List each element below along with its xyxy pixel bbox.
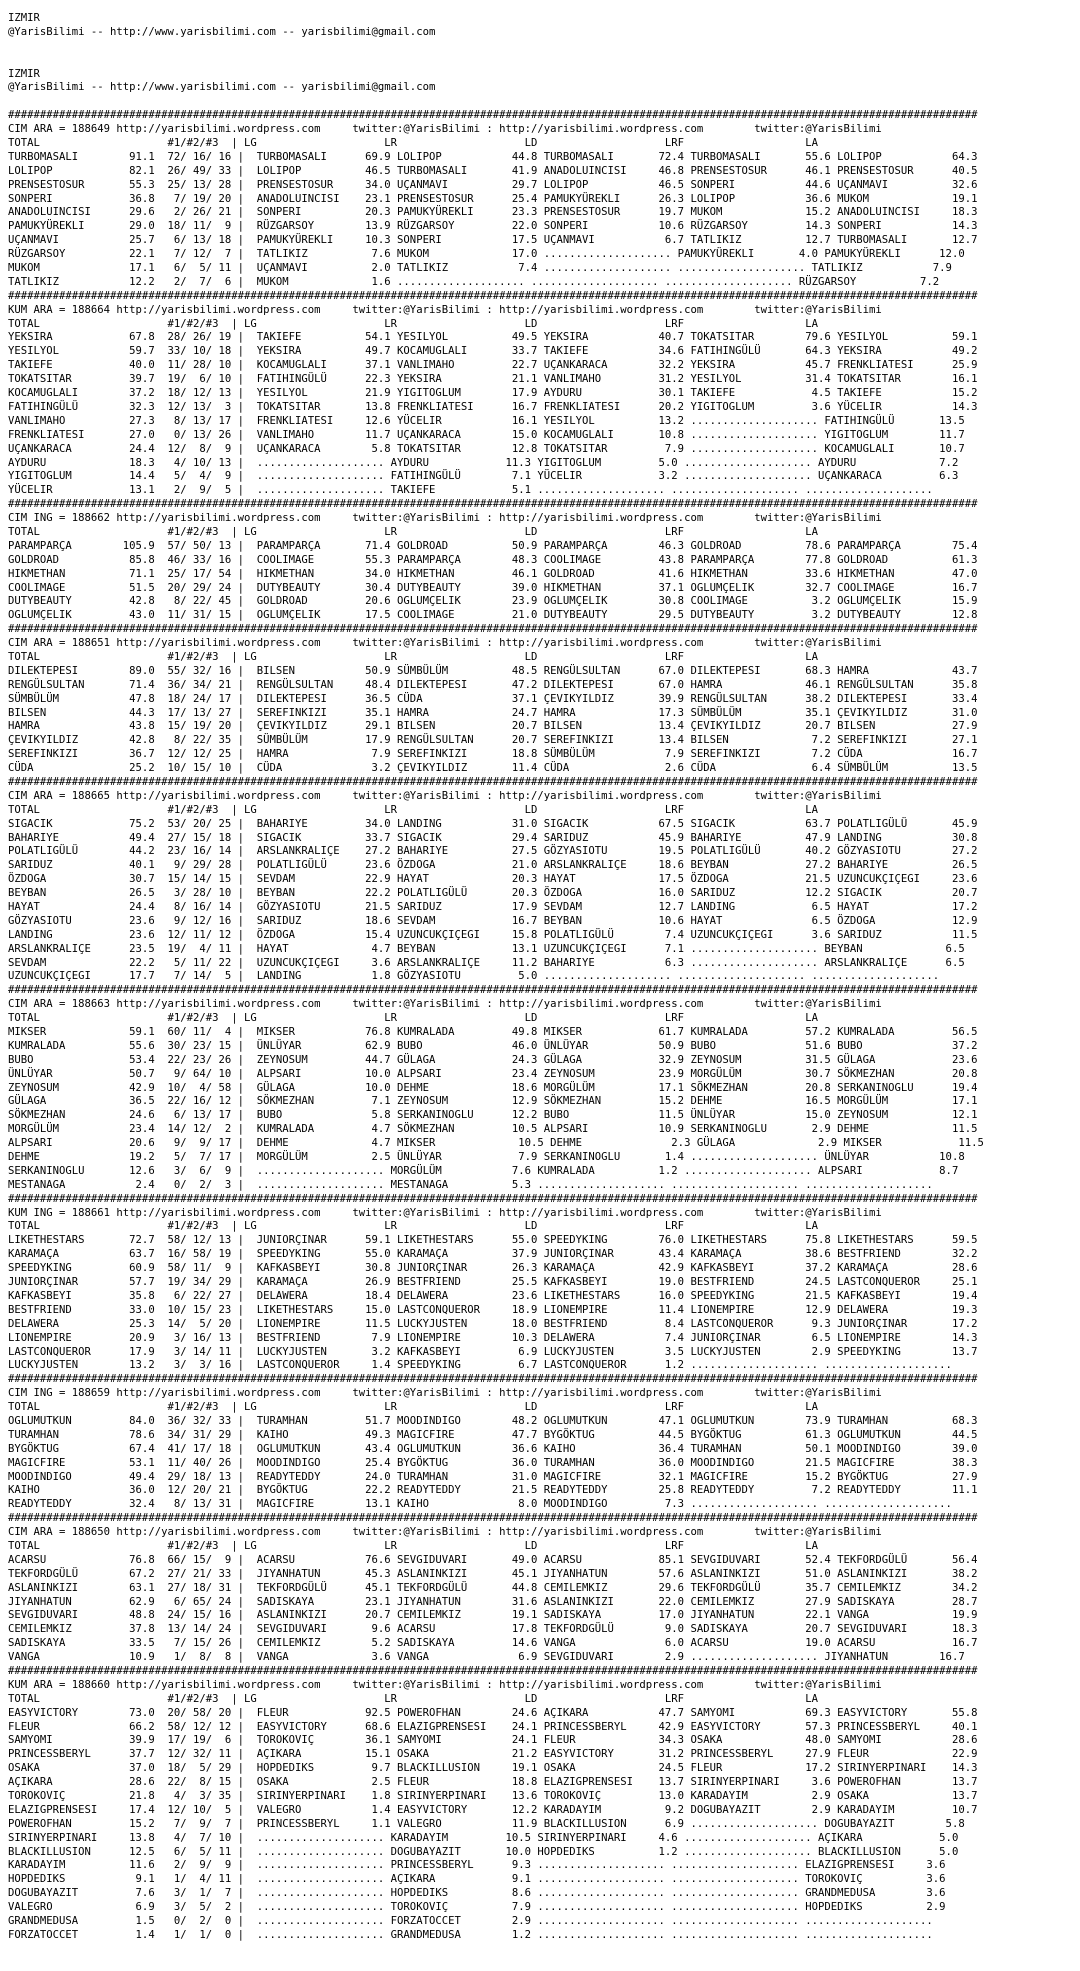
text-line: @YarisBilimi -- http://www.yarisbilimi.com -- yarisbilimi@gmail.com	[8, 25, 436, 38]
text-line: OSAKA 37.0 18/ 5/ 29 | HOPDEDIKS 9.7 BLACKILLUSION 19.1 OSAKA 24.5 FLEUR 17.2 SIRINYERPINARI 14.3	[8, 1762, 978, 1775]
text-line: LANDING 23.6 12/ 11/ 12 | ÖZDOGA 15.4 UZUNCUKÇIÇEGI 15.8 POLATLIGÜLÜ 7.4 UZUNCUKÇIÇEGI 3.6 SARIDUZ 11.5	[8, 928, 978, 941]
text-line: MESTANAGA 2.4 0/ 2/ 3 | .................... MESTANAGA 5.3 .................... .................... ....................	[8, 1178, 933, 1191]
text-line: AÇIKARA 28.6 22/ 8/ 15 | OSAKA 2.5 FLEUR 18.8 ELAZIGPRENSESI 13.7 SIRINYERPINARI 3.6 POWEROFHAN 13.7	[8, 1776, 978, 1789]
text-line: VANLIMAHO 27.3 8/ 13/ 17 | FRENKLIATESI 12.6 YÜCELIR 16.1 YESILYOL 13.2 .................... FATIHINGÜLÜ 13.5	[8, 414, 965, 427]
text-line: TOTAL #1/#2/#3 | LG LR LD LRF LA	[8, 137, 819, 150]
text-line: ZEYNOSUM 42.9 10/ 4/ 58 | GÜLAGA 10.0 DEHME 18.6 MORGÜLÜM 17.1 SÖKMEZHAN 20.8 SERKANINOGLU 19.4	[8, 1081, 978, 1094]
text-line: SEREFINKIZI 36.7 12/ 12/ 25 | HAMRA 7.9 SEREFINKIZI 18.8 SÜMBÜLÜM 7.9 SEREFINKIZI 7.2 CÜDA 16.7	[8, 748, 978, 761]
text-line: GOLDROAD 85.8 46/ 33/ 16 | COOLIMAGE 55.3 PARAMPARÇA 48.3 COOLIMAGE 43.8 PARAMPARÇA 77.8 GOLDROAD 61.3	[8, 553, 978, 566]
text-line: TAKIEFE 40.0 11/ 28/ 10 | KOCAMUGLALI 37.1 VANLIMAHO 22.7 UÇANKARACA 32.2 YEKSIRA 45.7 FRENKLIATESI 25.9	[8, 359, 978, 372]
text-line: UÇANMAVI 25.7 6/ 13/ 18 | PAMUKYÜREKLI 10.3 SONPERI 17.5 UÇANMAVI 6.7 TATLIKIZ 12.7 TURBOMASALI 12.7	[8, 234, 978, 247]
text-line: TOROKOVIÇ 21.8 4/ 3/ 35 | SIRINYERPINARI 1.8 SIRINYERPINARI 13.6 TOROKOVIÇ 13.0 KARADAYIM 2.9 OSAKA 13.7	[8, 1790, 978, 1802]
text-line: EASYVICTORY 73.0 20/ 58/ 20 | FLEUR 92.5 POWEROFHAN 24.6 AÇIKARA 47.7 SAMYOMI 69.3 EASYVICTORY 55.8	[8, 1706, 978, 1719]
text-line: CIM ING = 188659 http://yarisbilimi.wordpress.com twitter:@YarisBilimi : http://yarisbilimi.wordpress.com twitter:@YarisBilimi	[8, 1387, 882, 1400]
text-line: HAYAT 24.4 8/ 16/ 14 | GÖZYASIOTU 21.5 SARIDUZ 17.9 SEVDAM 12.7 LANDING 6.5 HAYAT 17.2	[8, 901, 978, 913]
text-line: BYGÖKTUG 67.4 41/ 17/ 18 | OGLUMUTKUN 43.4 OGLUMUTKUN 36.6 KAIHO 36.4 TURAMHAN 50.1 MOODINDIGO 39.0	[8, 1442, 978, 1455]
text-line: BLACKILLUSION 12.5 6/ 5/ 11 | .................... DOGUBAYAZIT 10.0 HOPDEDIKS 1.2 .................... BLACKILLUSION 5.0	[8, 1845, 959, 1858]
text-line: MORGÜLÜM 23.4 14/ 12/ 2 | KUMRALADA 4.7 SÖKMEZHAN 10.5 ALPSARI 10.9 SERKANINOGLU 2.9 DEHME 11.5	[8, 1123, 978, 1136]
text-line: MUKOM 17.1 6/ 5/ 11 | UÇANMAVI 2.0 TATLIKIZ 7.4 .................... .................... TATLIKIZ 7.9	[8, 262, 952, 275]
text-line: VALEGRO 6.9 3/ 5/ 2 | .................... TOROKOVIÇ 7.9 .................... .................... HOPDEDIKS 2.9	[8, 1901, 946, 1914]
text-line: SARIDUZ 40.1 9/ 29/ 28 | POLATLIGÜLÜ 23.6 ÖZDOGA 21.0 ARSLANKRALIÇE 18.6 BEYBAN 27.2 BAHARIYE 26.5	[8, 859, 978, 872]
text-line: DUTYBEAUTY 42.8 8/ 22/ 45 | GOLDROAD 20.6 OGLUMÇELIK 23.9 OGLUMÇELIK 30.8 COOLIMAGE 3.2 OGLUMÇELIK 15.9	[8, 595, 978, 608]
text-line: ########################################################################################################################################################	[8, 1512, 978, 1525]
text-line: MAGICFIRE 53.1 11/ 40/ 26 | MOODINDIGO 25.4 BYGÖKTUG 36.0 TURAMHAN 36.0 MOODINDIGO 21.5 MAGICFIRE 38.3	[8, 1456, 978, 1469]
text-line: @YarisBilimi -- http://www.yarisbilimi.com -- yarisbilimi@gmail.com	[8, 81, 436, 94]
text-line: GÜLAGA 36.5 22/ 16/ 12 | SÖKMEZHAN 7.1 ZEYNOSUM 12.9 SÖKMEZHAN 15.2 DEHME 16.5 MORGÜLÜM 17.1	[8, 1095, 978, 1108]
text-line: PRENSESTOSUR 55.3 25/ 13/ 28 | PRENSESTOSUR 34.0 UÇANMAVI 29.7 LOLIPOP 46.5 SONPERI 44.6 UÇANMAVI 32.6	[8, 178, 978, 191]
text-line: COOLIMAGE 51.5 20/ 29/ 24 | DUTYBEAUTY 30.4 DUTYBEAUTY 39.0 HIKMETHAN 37.1 OGLUMÇELIK 32.7 COOLIMAGE 16.7	[8, 581, 978, 594]
text-line: FORZATOCCET 1.4 1/ 1/ 0 | .................... GRANDMEDUSA 1.2 .................... .................... ....................	[8, 1928, 933, 1941]
text-line: KARADAYIM 11.6 2/ 9/ 9 | .................... PRINCESSBERYL 9.3 .................... .................... ELAZIGPRENSESI 3.6	[8, 1859, 946, 1872]
text-line: YÜCELIR 13.1 2/ 9/ 5 | .................... TAKIEFE 5.1 .................... .................... ....................	[8, 484, 933, 497]
text-line: PAMUKYÜREKLI 29.0 18/ 11/ 9 | RÜZGARSOY 13.9 RÜZGARSOY 22.0 SONPERI 10.6 RÜZGARSOY 14.3 SONPERI 14.3	[8, 220, 978, 233]
text-line: DEHME 19.2 5/ 7/ 17 | MORGÜLÜM 2.5 ÜNLÜYAR 7.9 SERKANINOGLU 1.4 .................... ÜNLÜYAR 10.8	[8, 1151, 965, 1164]
text-line: SEVGIDUVARI 48.8 24/ 15/ 16 | ASLANINKIZI 20.7 CEMILEMKIZ 19.1 SADISKAYA 17.0 JIYANHATUN 22.1 VANGA 19.9	[8, 1609, 978, 1622]
text-line: LUCKYJUSTEN 13.2 3/ 3/ 16 | LASTCONQUEROR 1.4 SPEEDYKING 6.7 LASTCONQUEROR 1.2 .................... ....................	[8, 1359, 952, 1372]
text-line: HOPDEDIKS 9.1 1/ 4/ 11 | .................... AÇIKARA 9.1 .................... .................... TOROKOVIÇ 3.6	[8, 1873, 946, 1886]
text-line: MIKSER 59.1 60/ 11/ 4 | MIKSER 76.8 KUMRALADA 49.8 MIKSER 61.7 KUMRALADA 57.2 KUMRALADA 56.5	[8, 1026, 978, 1039]
text-line: RÜZGARSOY 22.1 7/ 12/ 7 | TATLIKIZ 7.6 MUKOM 17.0 .................... PAMUKYÜREKLI 4.0 PAMUKYÜREKLI 12.0	[8, 248, 965, 261]
text-line: ÖZDOGA 30.7 15/ 14/ 15 | SEVDAM 22.9 HAYAT 20.3 HAYAT 17.5 ÖZDOGA 21.5 UZUNCUKÇIÇEGI 23.6	[8, 873, 978, 886]
text-line: ALPSARI 20.6 9/ 9/ 17 | DEHME 4.7 MIKSER 10.5 DEHME 2.3 GÜLAGA 2.9 MIKSER 11.5	[8, 1137, 984, 1150]
text-line	[8, 40, 984, 54]
text-line: GRANDMEDUSA 1.5 0/ 2/ 0 | .................... FORZATOCCET 2.9 .................... .................... ....................	[8, 1915, 933, 1928]
text-line: ARSLANKRALIÇE 23.5 19/ 4/ 11 | HAYAT 4.7 BEYBAN 13.1 UZUNCUKÇIÇEGI 7.1 .................... BEYBAN 6.5	[8, 942, 965, 955]
text-line: KUM ING = 188661 http://yarisbilimi.wordpress.com twitter:@YarisBilimi : http://yarisbilimi.wordpress.com twitter:@YarisBilimi	[8, 1206, 882, 1219]
text-line: KAFKASBEYI 35.8 6/ 22/ 27 | DELAWERA 18.4 DELAWERA 23.6 LIKETHESTARS 16.0 SPEEDYKING 21.5 KAFKASBEYI 19.4	[8, 1289, 978, 1302]
text-line: UÇANKARACA 24.4 12/ 8/ 9 | UÇANKARACA 5.8 TOKATSITAR 12.8 TOKATSITAR 7.9 .................... KOCAMUGLALI 10.7	[8, 442, 965, 455]
text-line: TOTAL #1/#2/#3 | LG LR LD LRF LA	[8, 1012, 819, 1025]
text-line: CIM ARA = 188651 http://yarisbilimi.wordpress.com twitter:@YarisBilimi : http://yarisbilimi.wordpress.com twitter:@YarisBilimi	[8, 637, 882, 650]
text-line: SIGACIK 75.2 53/ 20/ 25 | BAHARIYE 34.0 LANDING 31.0 SIGACIK 67.5 SIGACIK 63.7 POLATLIGÜLÜ 45.9	[8, 817, 978, 830]
text-line: SÜMBÜLÜM 47.8 18/ 24/ 17 | DILEKTEPESI 36.5 CÜDA 37.1 ÇEVIKYILDIZ 39.9 RENGÜLSULTAN 38.2 DILEKTEPESI 33.4	[8, 692, 978, 705]
text-line: ########################################################################################################################################################	[8, 109, 978, 122]
text-line: TOTAL #1/#2/#3 | LG LR LD LRF LA	[8, 1220, 819, 1233]
text-line: KOCAMUGLALI 37.2 18/ 12/ 13 | YESILYOL 21.9 YIGITOGLUM 17.9 AYDURU 30.1 TAKIEFE 4.5 TAKIEFE 15.2	[8, 387, 978, 400]
text-line: ÜNLÜYAR 50.7 9/ 64/ 10 | ALPSARI 10.0 ALPSARI 23.4 ZEYNOSUM 23.9 MORGÜLÜM 30.7 SÖKMEZHAN 20.8	[8, 1067, 978, 1080]
text-line	[8, 95, 984, 109]
text-line: TATLIKIZ 12.2 2/ 7/ 6 | MUKOM 1.6 .................... .................... .................... RÜZGARSOY 7.2	[8, 275, 940, 288]
text-line: SIRINYERPINARI 13.8 4/ 7/ 10 | .................... KARADAYIM 10.5 SIRINYERPINARI 4.6 .................... AÇIKARA 5.0	[8, 1831, 959, 1844]
text-line: LOLIPOP 82.1 26/ 49/ 33 | LOLIPOP 46.5 TURBOMASALI 41.9 ANADOLUINCISI 46.8 PRENSESTOSUR 46.1 PRENSESTOSUR 40.5	[8, 164, 978, 177]
race-statistics-document	[8, 12, 984, 1943]
text-line: TOTAL #1/#2/#3 | LG LR LD LRF LA	[8, 1692, 819, 1705]
text-line: TOTAL #1/#2/#3 | LG LR LD LRF LA	[8, 803, 819, 816]
text-line: DOGUBAYAZIT 7.6 3/ 1/ 7 | .................... HOPDEDIKS 8.6 .................... .................... GRANDMEDUSA 3.6	[8, 1887, 946, 1900]
text-line: KUM ARA = 188664 http://yarisbilimi.wordpress.com twitter:@YarisBilimi : http://yarisbilimi.wordpress.com twitter:@YarisBilimi	[8, 303, 882, 316]
text-line: KARAMAÇA 63.7 16/ 58/ 19 | SPEEDYKING 55.0 KARAMAÇA 37.9 JUNIORÇINAR 43.4 KARAMAÇA 38.6 BESTFRIEND 32.2	[8, 1248, 978, 1261]
text-line: HIKMETHAN 71.1 25/ 17/ 54 | HIKMETHAN 34.0 HIKMETHAN 46.1 GOLDROAD 41.6 HIKMETHAN 33.6 HIKMETHAN 47.0	[8, 567, 978, 580]
text-line: ########################################################################################################################################################	[8, 1664, 978, 1677]
text-line: YESILYOL 59.7 33/ 10/ 18 | YEKSIRA 49.7 KOCAMUGLALI 33.7 TAKIEFE 34.6 FATIHINGÜLÜ 64.3 YEKSIRA 49.2	[8, 345, 978, 358]
text-line: VANGA 10.9 1/ 8/ 8 | VANGA 3.6 VANGA 6.9 SEVGIDUVARI 2.9 .................... JIYANHATUN 16.7	[8, 1651, 965, 1664]
text-line: READYTEDDY 32.4 8/ 13/ 31 | MAGICFIRE 13.1 KAIHO 8.0 MOODINDIGO 7.3 .................... ....................	[8, 1498, 952, 1511]
text-line: IZMIR	[8, 12, 40, 24]
text-line: LIONEMPIRE 20.9 3/ 16/ 13 | BESTFRIEND 7.9 LIONEMPIRE 10.3 DELAWERA 7.4 JUNIORÇINAR 6.5 LIONEMPIRE 14.3	[8, 1331, 978, 1344]
text-line: KUM ARA = 188660 http://yarisbilimi.wordpress.com twitter:@YarisBilimi : http://yarisbilimi.wordpress.com twitter:@YarisBilimi	[8, 1678, 882, 1691]
text-line: KAIHO 36.0 12/ 20/ 21 | BYGÖKTUG 22.2 READYTEDDY 21.5 READYTEDDY 25.8 READYTEDDY 7.2 READYTEDDY 11.1	[8, 1484, 978, 1497]
text-line: ########################################################################################################################################################	[8, 289, 978, 302]
text-line: BESTFRIEND 33.0 10/ 15/ 23 | LIKETHESTARS 15.0 LASTCONQUEROR 18.9 LIONEMPIRE 11.4 LIONEMPIRE 12.9 DELAWERA 19.3	[8, 1303, 978, 1316]
text-line: ASLANINKIZI 63.1 27/ 18/ 31 | TEKFORDGÜLÜ 45.1 TEKFORDGÜLÜ 44.8 CEMILEMKIZ 29.6 TEKFORDGÜLÜ 35.7 CEMILEMKIZ 34.2	[8, 1581, 978, 1594]
text-line: FATIHINGÜLÜ 32.3 12/ 13/ 3 | TOKATSITAR 13.8 FRENKLIATESI 16.7 FRENKLIATESI 20.2 YIGITOGLUM 3.6 YÜCELIR 14.3	[8, 400, 978, 413]
text-line: BEYBAN 26.5 3/ 28/ 10 | BEYBAN 22.2 POLATLIGÜLÜ 20.3 ÖZDOGA 16.0 SARIDUZ 12.2 SIGACIK 20.7	[8, 887, 978, 900]
text-line: ########################################################################################################################################################	[8, 984, 978, 997]
text-line: TOTAL #1/#2/#3 | LG LR LD LRF LA	[8, 317, 819, 330]
text-line: RENGÜLSULTAN 71.4 36/ 34/ 21 | RENGÜLSULTAN 48.4 DILEKTEPESI 47.2 DILEKTEPESI 67.0 HAMRA 46.1 RENGÜLSULTAN 35.8	[8, 678, 978, 691]
text-line: LASTCONQUEROR 17.9 3/ 14/ 11 | LUCKYJUSTEN 3.2 KAFKASBEYI 6.9 LUCKYJUSTEN 3.5 LUCKYJUSTEN 2.9 SPEEDYKING 13.7	[8, 1345, 978, 1358]
text-line: SAMYOMI 39.9 17/ 19/ 6 | TOROKOVIÇ 36.1 SAMYOMI 24.1 FLEUR 34.3 OSAKA 48.0 SAMYOMI 28.6	[8, 1734, 978, 1747]
text-line: HAMRA 43.8 15/ 19/ 20 | ÇEVIKYILDIZ 29.1 BILSEN 20.7 BILSEN 13.4 ÇEVIKYILDIZ 20.7 BILSEN 27.9	[8, 720, 978, 733]
text-line	[8, 54, 984, 68]
text-line: TOKATSITAR 39.7 19/ 6/ 10 | FATIHINGÜLÜ 22.3 YEKSIRA 21.1 VANLIMAHO 31.2 YESILYOL 31.4 TOKATSITAR 16.1	[8, 373, 978, 386]
text-line: CIM ARA = 188650 http://yarisbilimi.wordpress.com twitter:@YarisBilimi : http://yarisbilimi.wordpress.com twitter:@YarisBilimi	[8, 1526, 882, 1539]
text-line: AYDURU 18.3 4/ 10/ 13 | .................... AYDURU 11.3 YIGITOGLUM 5.0 .................... AYDURU 7.2	[8, 456, 959, 469]
text-line: ÇEVIKYILDIZ 42.8 8/ 22/ 35 | SÜMBÜLÜM 17.9 RENGÜLSULTAN 20.7 SEREFINKIZI 13.4 BILSEN 7.2 SEREFINKIZI 27.1	[8, 734, 978, 747]
text-line: ACARSU 76.8 66/ 15/ 9 | ACARSU 76.6 SEVGIDUVARI 49.0 ACARSU 85.1 SEVGIDUVARI 52.4 TEKFORDGÜLÜ 56.4	[8, 1553, 978, 1566]
text-line: SERKANINOGLU 12.6 3/ 6/ 9 | .................... MORGÜLÜM 7.6 KUMRALADA 1.2 .................... ALPSARI 8.7	[8, 1164, 959, 1177]
text-line: ANADOLUINCISI 29.6 2/ 26/ 21 | SONPERI 20.3 PAMUKYÜREKLI 23.3 PRENSESTOSUR 19.7 MUKOM 15.2 ANADOLUINCISI 18.3	[8, 206, 978, 219]
text-line: TOTAL #1/#2/#3 | LG LR LD LRF LA	[8, 1539, 819, 1552]
text-line: ########################################################################################################################################################	[8, 1373, 978, 1386]
text-line: CIM ARA = 188649 http://yarisbilimi.wordpress.com twitter:@YarisBilimi : http://yarisbilimi.wordpress.com twitter:@YarisBilimi	[8, 123, 882, 136]
text-line: BILSEN 44.3 17/ 13/ 27 | SEREFINKIZI 35.1 HAMRA 24.7 HAMRA 17.3 SÜMBÜLÜM 35.1 ÇEVIKYILDIZ 31.0	[8, 706, 978, 719]
text-line: SEVDAM 22.2 5/ 11/ 22 | UZUNCUKÇIÇEGI 3.6 ARSLANKRALIÇE 11.2 BAHARIYE 6.3 .................... ARSLANKRALIÇE 6.5	[8, 956, 965, 969]
text-line: OGLUMUTKUN 84.0 36/ 32/ 33 | TURAMHAN 51.7 MOODINDIGO 48.2 OGLUMUTKUN 47.1 OGLUMUTKUN 73.9 TURAMHAN 68.3	[8, 1414, 978, 1427]
text-line: TEKFORDGÜLÜ 67.2 27/ 21/ 33 | JIYANHATUN 45.3 ASLANINKIZI 45.1 JIYANHATUN 57.6 ASLANINKIZI 51.0 ASLANINKIZI 38.2	[8, 1567, 978, 1580]
text-line: OGLUMÇELIK 43.0 11/ 31/ 15 | OGLUMÇELIK 17.5 COOLIMAGE 21.0 DUTYBEAUTY 29.5 DUTYBEAUTY 3.2 DUTYBEAUTY 12.8	[8, 609, 978, 622]
text-line: CÜDA 25.2 10/ 15/ 10 | CÜDA 3.2 ÇEVIKYILDIZ 11.4 CÜDA 2.6 CÜDA 6.4 SÜMBÜLÜM 13.5	[8, 762, 978, 775]
text-line: TURBOMASALI 91.1 72/ 16/ 16 | TURBOMASALI 69.9 LOLIPOP 44.8 TURBOMASALI 72.4 TURBOMASALI 55.6 LOLIPOP 64.3	[8, 150, 978, 163]
text-line: CEMILEMKIZ 37.8 13/ 14/ 24 | SEVGIDUVARI 9.6 ACARSU 17.8 TEKFORDGÜLÜ 9.0 SADISKAYA 20.7 SEVGIDUVARI 18.3	[8, 1623, 978, 1636]
text-line: CIM ARA = 188663 http://yarisbilimi.wordpress.com twitter:@YarisBilimi : http://yarisbilimi.wordpress.com twitter:@YarisBilimi	[8, 998, 882, 1011]
text-line: ########################################################################################################################################################	[8, 498, 978, 511]
text-line: DILEKTEPESI 89.0 55/ 32/ 16 | BILSEN 50.9 SÜMBÜLÜM 48.5 RENGÜLSULTAN 67.0 DILEKTEPESI 68.3 HAMRA 43.7	[8, 664, 978, 677]
text-line: ########################################################################################################################################################	[8, 775, 978, 788]
text-line: SONPERI 36.8 7/ 19/ 20 | ANADOLUINCISI 23.1 PRENSESTOSUR 25.4 PAMUKYÜREKLI 26.3 LOLIPOP 36.6 MUKOM 19.1	[8, 192, 978, 205]
text-line: SADISKAYA 33.5 7/ 15/ 26 | CEMILEMKIZ 5.2 SADISKAYA 14.6 VANGA 6.0 ACARSU 19.0 ACARSU 16.7	[8, 1637, 978, 1650]
text-line: ELAZIGPRENSESI 17.4 12/ 10/ 5 | VALEGRO 1.4 EASYVICTORY 12.2 KARADAYIM 9.2 DOGUBAYAZIT 2.9 KARADAYIM 10.7	[8, 1803, 978, 1816]
text-line: YIGITOGLUM 14.4 5/ 4/ 9 | .................... FATIHINGÜLÜ 7.1 YÜCELIR 3.2 .................... UÇANKARACA 6.3	[8, 470, 959, 483]
text-line: IZMIR	[8, 67, 40, 80]
text-line: YEKSIRA 67.8 28/ 26/ 19 | TAKIEFE 54.1 YESILYOL 49.5 YEKSIRA 40.7 TOKATSITAR 79.6 YESILYOL 59.1	[8, 331, 978, 344]
text-line: TOTAL #1/#2/#3 | LG LR LD LRF LA	[8, 650, 819, 663]
text-line: DELAWERA 25.3 14/ 5/ 20 | LIONEMPIRE 11.5 LUCKYJUSTEN 18.0 BESTFRIEND 8.4 LASTCONQUEROR 9.3 JUNIORÇINAR 17.2	[8, 1317, 978, 1330]
text-line: POLATLIGÜLÜ 44.2 23/ 16/ 14 | ARSLANKRALIÇE 27.2 BAHARIYE 27.5 GÖZYASIOTU 19.5 POLATLIGÜLÜ 40.2 GÖZYASIOTU 27.2	[8, 845, 978, 858]
text-line: FRENKLIATESI 27.0 0/ 13/ 26 | VANLIMAHO 11.7 UÇANKARACA 15.0 KOCAMUGLALI 10.8 .................... YIGITOGLUM 11.7	[8, 428, 965, 441]
text-line: TOTAL #1/#2/#3 | LG LR LD LRF LA	[8, 1401, 819, 1414]
text-line: LIKETHESTARS 72.7 58/ 12/ 13 | JUNIORÇINAR 59.1 LIKETHESTARS 55.0 SPEEDYKING 76.0 LIKETHESTARS 75.8 LIKETHESTARS 59.5	[8, 1234, 978, 1247]
text-line: SÖKMEZHAN 24.6 6/ 13/ 17 | BUBO 5.8 SERKANINOGLU 12.2 BUBO 11.5 ÜNLÜYAR 15.0 ZEYNOSUM 12.1	[8, 1109, 978, 1122]
text-line: PARAMPARÇA 105.9 57/ 50/ 13 | PARAMPARÇA 71.4 GOLDROAD 50.9 PARAMPARÇA 46.3 GOLDROAD 78.6 PARAMPARÇA 75.4	[8, 539, 978, 552]
text-line: BAHARIYE 49.4 27/ 15/ 18 | SIGACIK 33.7 SIGACIK 29.4 SARIDUZ 45.9 BAHARIYE 47.9 LANDING 30.8	[8, 831, 978, 844]
text-line: FLEUR 66.2 58/ 12/ 12 | EASYVICTORY 68.6 ELAZIGPRENSESI 24.1 PRINCESSBERYL 42.9 EASYVICTORY 57.3 PRINCESSBERYL 40.1	[8, 1720, 978, 1733]
text-line: CIM ARA = 188665 http://yarisbilimi.wordpress.com twitter:@YarisBilimi : http://yarisbilimi.wordpress.com twitter:@YarisBilimi	[8, 789, 882, 802]
text-line: MOODINDIGO 49.4 29/ 18/ 13 | READYTEDDY 24.0 TURAMHAN 31.0 MAGICFIRE 32.1 MAGICFIRE 15.2 BYGÖKTUG 27.9	[8, 1470, 978, 1483]
text-line: JUNIORÇINAR 57.7 19/ 34/ 29 | KARAMAÇA 26.9 BESTFRIEND 25.5 KAFKASBEYI 19.0 BESTFRIEND 24.5 LASTCONQUEROR 25.1	[8, 1276, 978, 1289]
text-line: TOTAL #1/#2/#3 | LG LR LD LRF LA	[8, 525, 819, 538]
text-line: POWEROFHAN 15.2 7/ 9/ 7 | PRINCESSBERYL 1.1 VALEGRO 11.9 BLACKILLUSION 6.9 .................... DOGUBAYAZIT 5.8	[8, 1817, 965, 1830]
text-line: ########################################################################################################################################################	[8, 1192, 978, 1205]
text-line: TURAMHAN 78.6 34/ 31/ 29 | KAIHO 49.3 MAGICFIRE 47.7 BYGÖKTUG 44.5 BYGÖKTUG 61.3 OGLUMUTKUN 44.5	[8, 1428, 978, 1441]
text-line: UZUNCUKÇIÇEGI 17.7 7/ 14/ 5 | LANDING 1.8 GÖZYASIOTU 5.0 .................... .................... ....................	[8, 970, 940, 983]
text-line: ########################################################################################################################################################	[8, 623, 978, 636]
text-line: SPEEDYKING 60.9 58/ 11/ 9 | KAFKASBEYI 30.8 JUNIORÇINAR 26.3 KARAMAÇA 42.9 KAFKASBEYI 37.2 KARAMAÇA 28.6	[8, 1262, 978, 1275]
text-line: JIYANHATUN 62.9 6/ 65/ 24 | SADISKAYA 23.1 JIYANHATUN 31.6 ASLANINKIZI 22.0 CEMILEMKIZ 27.9 SADISKAYA 28.7	[8, 1595, 978, 1608]
text-line: GÖZYASIOTU 23.6 9/ 12/ 16 | SARIDUZ 18.6 SEVDAM 16.7 BEYBAN 10.6 HAYAT 6.5 ÖZDOGA 12.9	[8, 914, 978, 927]
text-line: KUMRALADA 55.6 30/ 23/ 15 | ÜNLÜYAR 62.9 BUBO 46.0 ÜNLÜYAR 50.9 BUBO 51.6 BUBO 37.2	[8, 1039, 978, 1052]
text-line: BUBO 53.4 22/ 23/ 26 | ZEYNOSUM 44.7 GÜLAGA 24.3 GÜLAGA 32.9 ZEYNOSUM 31.5 GÜLAGA 23.6	[8, 1053, 978, 1066]
text-line: CIM ING = 188662 http://yarisbilimi.wordpress.com twitter:@YarisBilimi : http://yarisbilimi.wordpress.com twitter:@YarisBilimi	[8, 512, 882, 525]
text-line: PRINCESSBERYL 37.7 12/ 32/ 11 | AÇIKARA 15.1 OSAKA 21.2 EASYVICTORY 31.2 PRINCESSBERYL 27.9 FLEUR 22.9	[8, 1748, 978, 1761]
